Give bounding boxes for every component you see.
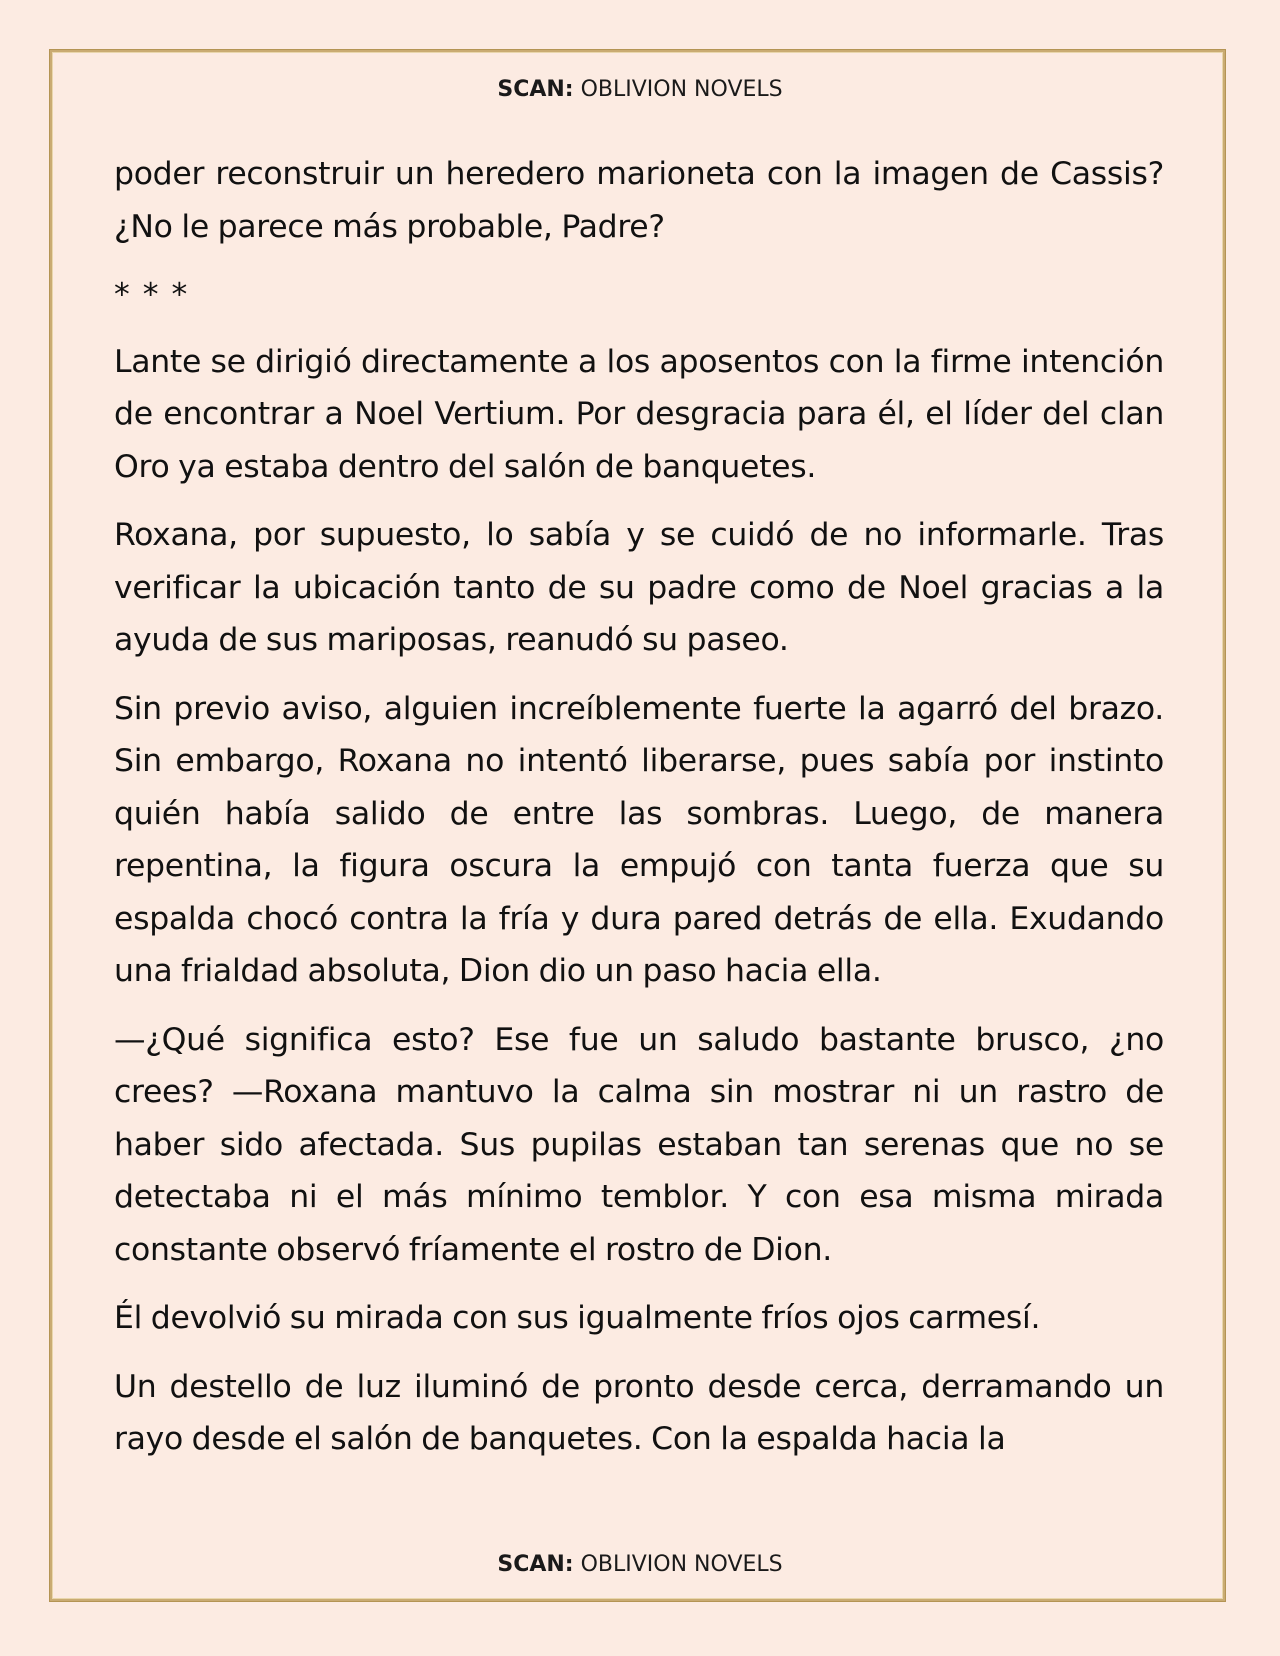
paragraph: Sin previo aviso, alguien increíblemente fuerte la agarró del brazo. Sin embargo, Roxana no intentó liberarse, pues sabía por instinto quién había salido de entre las sombras. Luego, de manera repentina, la figura oscura la empujó con tanta fuerza que su espalda chocó contra la fría y dura pared detrás de ella. Exudando una frialdad absoluta, Dion dio un paso hacia ella. — [114, 690, 1164, 989]
page-body — [114, 148, 1164, 1482]
header-scan-label: SCAN: — [497, 77, 574, 102]
scene-break: * * * — [114, 277, 190, 313]
footer-scan-label: SCAN: — [497, 1552, 574, 1577]
header-source-name: OBLIVION NOVELS — [573, 77, 783, 102]
paragraph: poder reconstruir un heredero marioneta con la imagen de Cassis? ¿No le parece más probable, Padre? — [114, 156, 1164, 245]
paragraph: Un destello de luz iluminó de pronto desde cerca, derramando un rayo desde el salón de banquetes. Con la espalda hacia la — [114, 1368, 1164, 1457]
page-header — [0, 77, 1280, 102]
paragraph: Lante se dirigió directamente a los aposentos con la firme intención de encontrar a Noel Vertium. Por desgracia para él, el líder del clan Oro ya estaba dentro del salón de banquetes. — [114, 343, 1164, 485]
paragraph: Roxana, por supuesto, lo sabía y se cuidó de no informarle. Tras verificar la ubicación tanto de su padre como de Noel gracias a la ayuda de sus mariposas, reanudó su paseo. — [114, 517, 1164, 658]
paragraph: —¿Qué significa esto? Ese fue un saludo bastante brusco, ¿no crees? —Roxana mantuvo la calma sin mostrar ni un rastro de haber sido afectada. Sus pupilas estaban tan serenas que no se detectaba ni el más mínimo temblor. Y con esa misma mirada constante observó fríamente el rostro de Dion. — [114, 1021, 1164, 1268]
page-footer — [0, 1552, 1280, 1577]
paragraph: Él devolvió su mirada con sus igualmente fríos ojos carmesí. — [114, 1300, 1041, 1336]
footer-source-name: OBLIVION NOVELS — [573, 1552, 783, 1577]
